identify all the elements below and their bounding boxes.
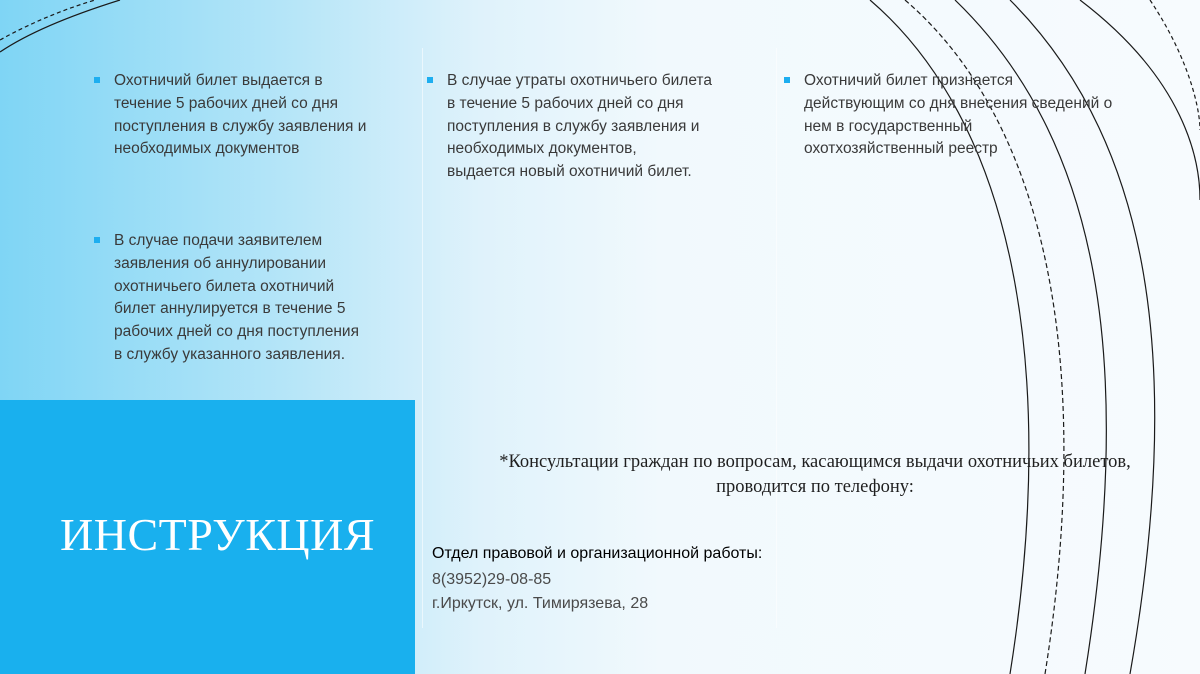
bullet-item — [114, 70, 414, 161]
bullet-text: В случае утраты охотничьего билета в течение 5 рабочих дней со дня поступления в службу заявления и необходимых документов, выдается новый охотничий билет. — [447, 72, 712, 181]
bullet-marker — [784, 77, 790, 83]
contact-department: Отдел правовой и организационной работы: — [432, 545, 763, 562]
slide-title: ИНСТРУКЦИЯ — [60, 509, 376, 560]
contact-phone: 8(3952)29-08-85 — [432, 571, 552, 588]
bullet-item — [804, 70, 1184, 161]
contact-address: г.Иркутск, ул. Тимирязева, 28 — [432, 595, 649, 612]
bullet-marker — [427, 77, 433, 83]
bullet-text: Охотничий билет выдается в течение 5 рабочих дней со дня поступления в службу заявления и необходимых документов — [114, 72, 367, 158]
bullet-marker — [94, 77, 100, 83]
bullet-text: В случае подачи заявителем заявления об аннулировании охотничьего билета охотничий билет аннулируется в течение 5 рабочих дней со дня поступления в службу указанного заявления. — [114, 232, 359, 363]
column-divider — [776, 48, 777, 628]
bullet-marker — [94, 237, 100, 243]
column-divider — [422, 48, 423, 628]
bullet-item — [447, 70, 767, 184]
bullet-item — [114, 230, 414, 367]
consultation-note: *Консультации граждан по вопросам, касающимся выдачи охотничьих билетов, проводится по телефону: — [499, 452, 1131, 497]
bullet-text: Охотничий билет признается действующим со дня внесения сведений о нем в государственный охотхозяйственный реестр — [804, 72, 1113, 158]
